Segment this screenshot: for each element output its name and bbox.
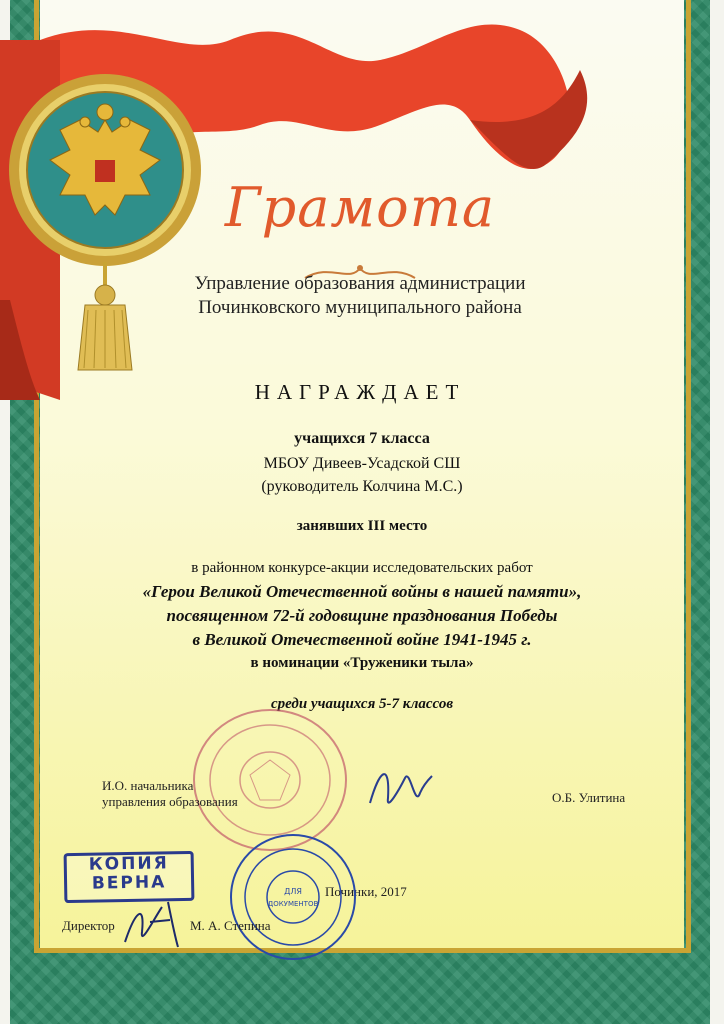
school-name: МБОУ Дивеев-Усадской СШ <box>263 455 461 472</box>
contest-intro: в районном конкурсе-акции исследовательских работ <box>191 560 533 576</box>
director-label: Директор <box>62 918 115 933</box>
signature-director <box>120 892 190 952</box>
signer-title-1: И.О. начальника <box>102 778 194 793</box>
place-awarded: занявших III место <box>296 518 428 534</box>
place-date: Починки, 2017 <box>325 884 407 899</box>
contest-name: «Герои Великой Отечественной войны в нашей памяти», <box>142 582 582 601</box>
issuer-line-1: Управление образования администрации <box>194 273 526 294</box>
signature-head <box>360 758 440 818</box>
recipient: учащихся 7 класса <box>294 430 430 447</box>
contest-line-3: в Великой Отечественной войне 1941-1945 г. <box>192 630 532 649</box>
signer-title-2: управления образования <box>102 794 238 809</box>
category: среди учащихся 5-7 классов <box>270 696 454 712</box>
doc-stamp-line-1: ДЛЯ <box>284 887 302 896</box>
doc-stamp-line-2: ДОКУМЕНТОВ <box>267 900 319 908</box>
certificate-title: Грамота <box>224 176 496 239</box>
copy-stamp-line-2: ВЕРНА <box>91 872 167 894</box>
awards-heading: НАГРАЖДАЕТ <box>254 380 466 404</box>
copy-stamp-line-1: КОПИЯ <box>88 853 169 875</box>
signer-name: О.Б. Улитина <box>552 790 626 805</box>
issuer-line-2: Починковского муниципального района <box>198 297 522 318</box>
nomination: в номинации «Труженики тыла» <box>250 655 474 671</box>
contest-line-2: посвященном 72-й годовщине празднования Победы <box>166 606 558 625</box>
director-name: М. А. Степина <box>190 918 271 933</box>
issuer-block <box>150 272 570 320</box>
round-seal-blue <box>228 832 358 962</box>
supervisor: (руководитель Колчина М.С.) <box>261 478 463 495</box>
